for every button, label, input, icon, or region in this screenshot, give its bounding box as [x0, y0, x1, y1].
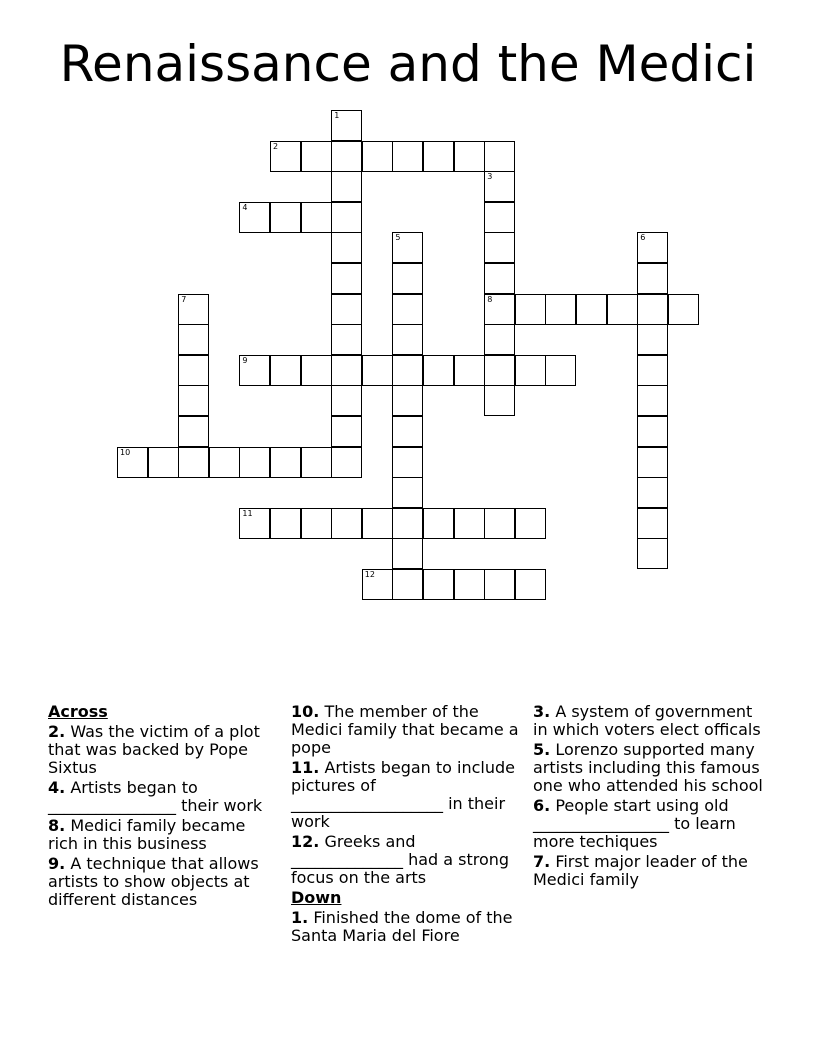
grid-cell[interactable] — [178, 294, 209, 325]
grid-cell[interactable] — [331, 294, 362, 325]
grid-cell[interactable] — [392, 477, 423, 508]
grid-cell[interactable] — [301, 508, 332, 539]
grid-cell[interactable] — [515, 508, 546, 539]
grid-cell[interactable] — [392, 294, 423, 325]
clue-down-7: 7. First major leader of the Medici family — [533, 852, 748, 889]
grid-cell[interactable] — [270, 355, 301, 386]
grid-cell[interactable] — [423, 569, 454, 600]
grid-cell[interactable] — [484, 324, 515, 355]
clue-number: 9 — [242, 355, 248, 365]
grid-cell[interactable] — [423, 141, 454, 172]
grid-cell[interactable] — [392, 141, 423, 172]
grid-cell[interactable] — [209, 447, 240, 478]
grid-cell[interactable] — [637, 232, 668, 263]
clue-number: 11 — [242, 508, 253, 518]
clue-across-8: 8. Medici family became rich in this business — [48, 816, 246, 853]
across-header: Across — [48, 702, 108, 721]
clue-across-11: 11. Artists began to include pictures of ___________________ in their work — [291, 758, 516, 831]
grid-cell[interactable] — [637, 294, 668, 325]
grid-cell[interactable] — [545, 294, 576, 325]
grid-cell[interactable] — [178, 447, 209, 478]
grid-cell[interactable] — [239, 202, 270, 233]
grid-cell[interactable] — [484, 355, 515, 386]
grid-cell[interactable] — [331, 110, 362, 141]
grid-cell[interactable] — [239, 447, 270, 478]
grid-cell[interactable] — [392, 263, 423, 294]
grid-cell[interactable] — [239, 508, 270, 539]
grid-cell[interactable] — [301, 355, 332, 386]
grid-cell[interactable] — [362, 508, 393, 539]
grid-cell[interactable] — [301, 202, 332, 233]
grid-cell[interactable] — [637, 263, 668, 294]
grid-cell[interactable] — [331, 447, 362, 478]
clue-number: 10 — [120, 447, 131, 457]
grid-cell[interactable] — [484, 569, 515, 600]
grid-cell[interactable] — [392, 355, 423, 386]
grid-cell[interactable] — [392, 538, 423, 569]
grid-cell[interactable] — [423, 508, 454, 539]
grid-cell[interactable] — [178, 385, 209, 416]
grid-cell[interactable] — [454, 508, 485, 539]
grid-cell[interactable] — [484, 508, 515, 539]
grid-cell[interactable] — [545, 355, 576, 386]
grid-cell[interactable] — [392, 385, 423, 416]
grid-cell[interactable] — [576, 294, 607, 325]
grid-cell[interactable] — [331, 171, 362, 202]
puzzle-title: Renaissance and the Medici — [59, 35, 757, 93]
clue-number: 12 — [364, 570, 375, 579]
grid-cell[interactable] — [148, 447, 179, 478]
grid-cell[interactable] — [484, 202, 515, 233]
grid-cell[interactable] — [637, 508, 668, 539]
grid-cell[interactable] — [484, 294, 515, 325]
grid-cell[interactable] — [515, 294, 546, 325]
clue-number: 4 — [242, 202, 248, 212]
grid-cell[interactable] — [607, 294, 638, 325]
grid-cell[interactable] — [454, 141, 485, 172]
grid-cell[interactable] — [301, 141, 332, 172]
clue-number: 5 — [395, 233, 401, 243]
grid-cell[interactable] — [362, 141, 393, 172]
grid-cell[interactable] — [637, 355, 668, 386]
grid-cell[interactable] — [392, 569, 423, 600]
clues-column-2 — [291, 703, 523, 947]
grid-cell[interactable] — [331, 141, 362, 172]
grid-cell[interactable] — [454, 569, 485, 600]
grid-cell[interactable] — [178, 324, 209, 355]
clues-column-3 — [533, 703, 765, 891]
grid-cell[interactable] — [270, 447, 301, 478]
grid-cell[interactable] — [362, 569, 393, 600]
grid-cell[interactable] — [270, 508, 301, 539]
clue-down-1: 1. Finished the dome of the Santa Maria del Fiore — [291, 908, 513, 945]
clue-across-9: 9. A technique that allows artists to show objects at different distances — [48, 854, 259, 909]
clue-number: 3 — [487, 172, 493, 182]
grid-cell[interactable] — [423, 355, 454, 386]
clue-number: 2 — [273, 141, 279, 151]
grid-cell[interactable] — [331, 202, 362, 233]
clue-across-12: 12. Greeks and ______________ had a strong focus on the arts — [291, 832, 510, 887]
grid-cell[interactable] — [331, 416, 362, 447]
grid-cell[interactable] — [637, 385, 668, 416]
clue-number: 1 — [334, 111, 340, 120]
grid-cell[interactable] — [331, 385, 362, 416]
clue-across-2: 2. Was the victim of a plot that was backed by Pope Sixtus — [48, 722, 260, 777]
grid-cell[interactable] — [331, 508, 362, 539]
grid-cell[interactable] — [392, 416, 423, 447]
clue-across-10: 10. The member of the Medici family that became a pope — [291, 702, 519, 757]
grid-cell[interactable] — [637, 416, 668, 447]
grid-cell[interactable] — [392, 232, 423, 263]
grid-cell[interactable] — [178, 416, 209, 447]
grid-cell[interactable] — [331, 263, 362, 294]
grid-cell[interactable] — [301, 447, 332, 478]
clue-number: 7 — [181, 294, 187, 304]
grid-cell[interactable] — [484, 141, 515, 172]
grid-cell[interactable] — [484, 171, 515, 202]
grid-cell[interactable] — [637, 538, 668, 569]
down-header: Down — [291, 888, 342, 907]
grid-cell[interactable] — [515, 355, 546, 386]
grid-cell[interactable] — [484, 232, 515, 263]
grid-cell[interactable] — [239, 355, 270, 386]
clues-column-1 — [48, 703, 280, 911]
clue-down-5: 5. Lorenzo supported many artists including this famous one who attended his school — [533, 740, 763, 795]
grid-cell[interactable] — [392, 447, 423, 478]
grid-cell[interactable] — [178, 355, 209, 386]
clue-across-4: 4. Artists began to ________________ their work — [48, 778, 263, 815]
grid-cell[interactable] — [331, 324, 362, 355]
grid-cell[interactable] — [515, 569, 546, 600]
grid-cell[interactable] — [331, 232, 362, 263]
grid-cell[interactable] — [668, 294, 699, 325]
grid-cell[interactable] — [117, 447, 148, 478]
grid-cell[interactable] — [637, 447, 668, 478]
grid-cell[interactable] — [637, 477, 668, 508]
grid-cell[interactable] — [362, 355, 393, 386]
clue-down-3: 3. A system of government in which voters elect officals — [533, 702, 761, 739]
grid-cell[interactable] — [484, 385, 515, 416]
grid-cell[interactable] — [484, 263, 515, 294]
grid-cell[interactable] — [392, 508, 423, 539]
grid-cell[interactable] — [270, 202, 301, 233]
clue-number: 6 — [640, 233, 646, 243]
grid-cell[interactable] — [454, 355, 485, 386]
grid-cell[interactable] — [270, 141, 301, 172]
clue-number: 8 — [487, 294, 493, 304]
grid-cell[interactable] — [637, 324, 668, 355]
grid-cell[interactable] — [331, 355, 362, 386]
grid-cell[interactable] — [392, 324, 423, 355]
clue-down-6: 6. People start using old _________________ to learn more techiques — [533, 796, 736, 851]
